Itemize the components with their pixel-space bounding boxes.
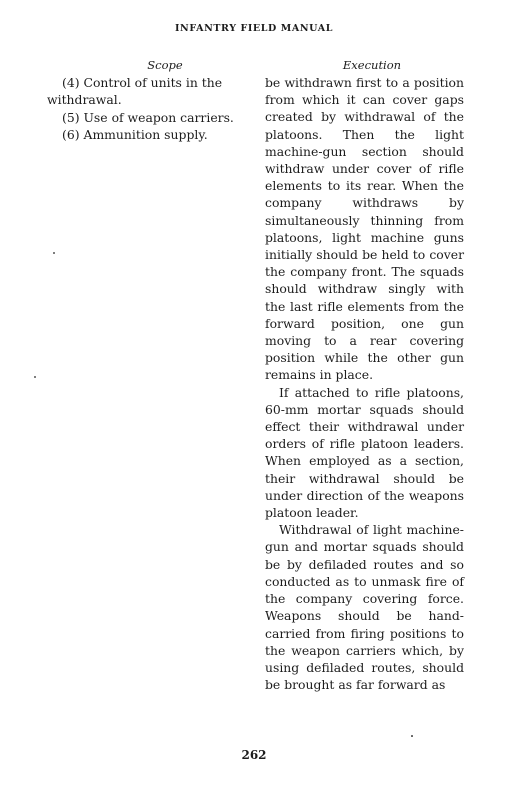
- execution-paragraph: Withdrawal of light machine-gun and mortar squads should be by defiladed routes and so conducted as to unmask fire of the company covering force. Weapons should be hand-carried from firing positions to the weapon carriers which, by using defiladed routes, should be brought as far forward as: [265, 522, 464, 693]
- execution-column: [265, 74, 464, 693]
- execution-paragraph-continued: be withdrawn first to a position from which it can cover gaps created by withdrawal of the platoons. Then the light machine-gun section should withdraw under cover of rifle elements to its rear. When the company withdraws by simultaneously thinning from platoons, light machine guns initially should be held to cover the company front. The squads should withdraw singly with the last rifle elements from the forward position, one gun moving to a rear covering position while the other gun remains in place.: [265, 75, 464, 383]
- running-head: INFANTRY FIELD MANUAL: [175, 23, 333, 34]
- execution-heading: Execution: [342, 58, 402, 72]
- page-number: 262: [241, 748, 267, 762]
- scope-column: [47, 74, 255, 144]
- execution-paragraph: If attached to rifle platoons, 60-mm mortar squads should effect their withdrawal under orders of rifle platoon leaders. When employed as a section, their withdrawal should be under direction of the weapons platoon leader.: [265, 384, 464, 521]
- scope-item: (6) Ammunition supply.: [62, 127, 208, 143]
- ink-speck: [53, 252, 55, 254]
- scope-heading: Scope: [147, 58, 183, 72]
- ink-speck: [34, 376, 36, 378]
- scope-item: (4) Control of units in the withdrawal.: [47, 75, 223, 108]
- ink-speck: [411, 735, 413, 737]
- scope-item: (5) Use of weapon carriers.: [62, 109, 234, 125]
